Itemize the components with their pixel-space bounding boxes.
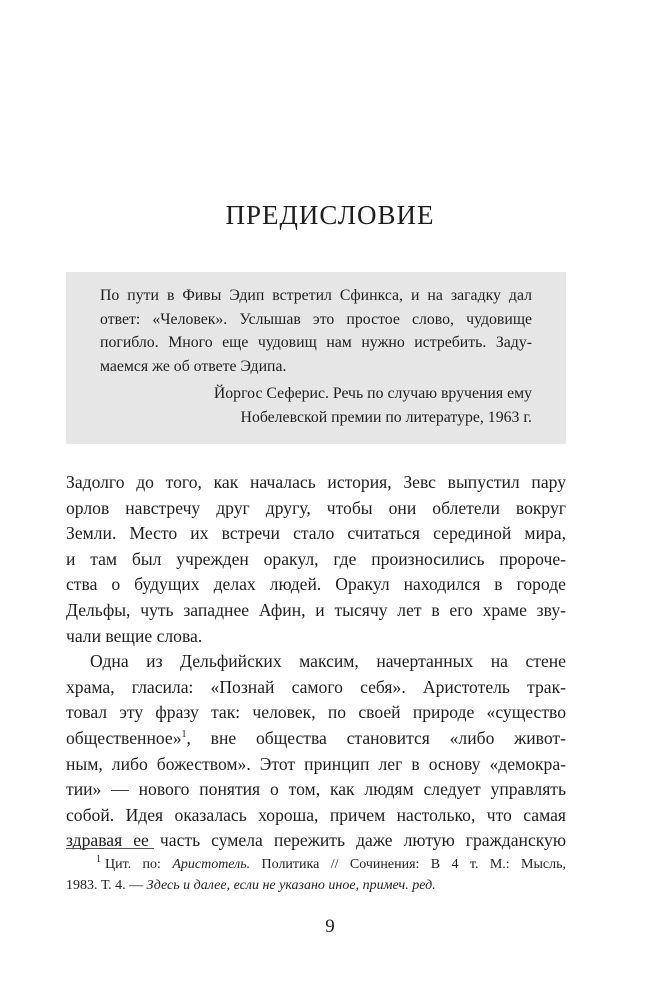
- epigraph-line: ответ: «Человек». Услышав это простое слово, чудовище: [100, 310, 532, 328]
- paragraph-2-line: храма, гласила: «Познай самого себя». Аристотель трак-: [66, 676, 566, 697]
- paragraph-1-line: Земли. Место их встречи стало считаться серединой мира,: [66, 523, 566, 544]
- paragraph-1-line: ства о будущих делах людей. Оракул находился в городе: [66, 574, 566, 595]
- attribution-line: Нобелевской премии по литературе, 1963 г.: [240, 408, 532, 426]
- footnote-line: [66, 855, 566, 876]
- paragraph-1-line: Задолго до того, как началась история, Зевс выпустил пару: [66, 472, 566, 492]
- epigraph-quote: [100, 284, 532, 378]
- page-number: 9: [325, 916, 335, 937]
- footnote-divider: [66, 848, 154, 849]
- main-text: [66, 470, 566, 854]
- paragraph-2-line: Одна из Дельфийских максим, начертанных на стене: [90, 651, 566, 672]
- epigraph-line: погибло. Много еще чудовищ нам нужно истребить. Заду-: [100, 334, 532, 351]
- epigraph-attribution: [100, 382, 532, 429]
- epigraph-line: По пути в Фивы Эдип встретил Сфинкса, и на загадку дал: [100, 287, 532, 304]
- paragraph-1-line: орлов навстречу друг другу, чтобы они облетели вокруг: [66, 497, 566, 518]
- paragraph-2-fragment: общественное»: [66, 727, 182, 748]
- paragraph-2-line: [66, 726, 566, 752]
- paragraph-2-line: здравая ее часть сумела пережить даже лютую гражданскую: [66, 830, 566, 851]
- epigraph-line: маемся же об ответе Эдипа.: [100, 357, 287, 375]
- footnote-volume: 1983. Т. 4. —: [66, 877, 147, 893]
- paragraph-2-line: товал эту фразу так: человек, по своей природе «существо: [66, 702, 566, 723]
- paragraph-1-line: Дельфы, чуть западнее Афин, и тысячу лет в его храме зву-: [66, 599, 566, 620]
- paragraph-2-fragment: , вне общества становится «либо живот-: [186, 727, 566, 748]
- chapter-title: ПРЕДИСЛОВИЕ: [225, 200, 435, 230]
- footnote-prefix: Цит. по:: [105, 857, 173, 872]
- footnote-mark: 1: [96, 854, 101, 866]
- paragraph-2-line: ным, либо божеством». Этот принцип лег в основу «демокра-: [66, 753, 566, 774]
- paragraph-2-line: собой. Идея оказалась хороша, причем настолько, что самая: [66, 804, 566, 825]
- paragraph-1-line: и там был учрежден оракул, где произносились пророче-: [66, 548, 566, 569]
- epigraph-box: [66, 272, 566, 444]
- footnote-source: Политика // Сочинения: В 4 т. М.: Мысль,: [250, 857, 566, 872]
- footnote: [66, 855, 566, 896]
- paragraph-1-line: чали вещие слова.: [66, 625, 203, 646]
- footnote-author: Аристотель.: [172, 857, 251, 872]
- paragraph-2-line: тии» — нового понятия о том, как людям следует управлять: [66, 779, 566, 800]
- footnote-editor-note: Здесь и далее, если не указано иное, примеч. ред.: [146, 877, 436, 893]
- footnote-line: [66, 876, 566, 897]
- attribution-line: Йоргос Сеферис. Речь по случаю вручения ему: [213, 385, 532, 402]
- footnote-reference[interactable]: 1: [181, 729, 187, 741]
